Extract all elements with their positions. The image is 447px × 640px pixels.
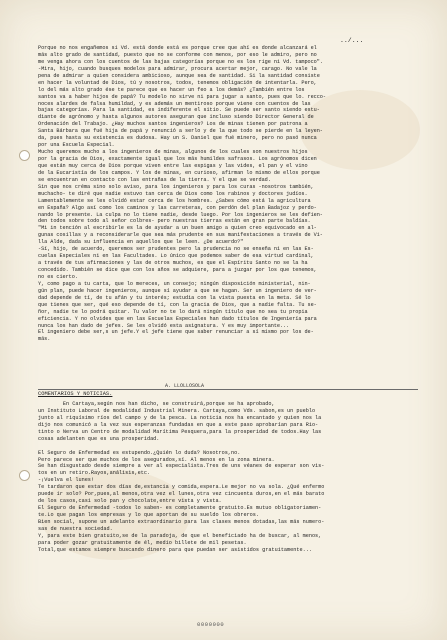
news-line: El Seguro de Enfermedad -todos lo saben- es completamente gratuito.Es mutuo obligatoriamen-: [38, 505, 322, 512]
text-line: por una Escuela Especial.: [38, 142, 115, 149]
news-line: de los casos,casi solo pan y chocolate,entre vista y vista.: [38, 498, 222, 505]
text-line: gún plan, puede hacer ingenieros, aunque sí ayudar a que se hagan. Ser un ingeniero de ver-: [38, 287, 317, 294]
text-line: nunca los han dado de jefes. Se les olvidó esta asignatura. Y es muy importante...: [38, 322, 290, 329]
news-line: te.Lo que pagan los empresas y lo que aportan de su sueldo los obreros.: [38, 512, 260, 518]
news-line: Total,que estamos siempre buscando dinero para que puedan ser asistidos gratuitamente...: [38, 546, 312, 553]
text-line: que tienes que ser, qué eso depende de tí, con la gracia de Dios, que a nadie falta. Tu se-: [38, 301, 317, 308]
text-line: que están muy cerca de Dios porque viven entre las espigas y las vides, el pan y el vino: [38, 162, 308, 169]
news-section: [38, 401, 423, 554]
news-line: tinto o Nerva un Centro de modalidad Marítima Pesquera,para la prosperidad de todos.Hay las: [38, 428, 322, 435]
text-line: en hacer la voluntad de Dios, tú y nosotros, todos, tenemos obligación de intentarla. Pero,: [38, 79, 317, 86]
text-line: más.: [38, 336, 51, 343]
news-line: sas de nuestra sociedad.: [38, 525, 113, 532]
news-line: Pero parece ser que muchos de los asegurados,sí. Al menos en la zona minera.: [38, 456, 275, 463]
punch-hole: [19, 150, 30, 161]
text-line: en España? Algo así como los caminos y las carreteras, con perdón del plan Badajoz y perdo-: [38, 204, 317, 211]
text-line: Sin que nos créma sino solo aviso, para los ingenieros y para los curas -nosotros también,: [38, 183, 314, 190]
text-line: -Sí, hijo, de acuerdo, queremos ser prudentes pero la prudencia no se enseña ni en las Es-: [38, 246, 314, 253]
text-line: noces alardes de falsa humildad, y es además un mentiroso porque viene con cuentos de las: [38, 100, 311, 107]
section-title: COMENTARIOS Y NOTICIAS.: [38, 391, 113, 397]
news-line: Bien social, supone un adelanto extraordinario para las clases menos dotadas,las más numero-: [38, 518, 325, 525]
text-line: santos va a haber hijos de papá? Tu modelo no sirve ni para jugar a santo, pues que lo. recco-: [38, 93, 326, 100]
text-line: El ingeniero debe ser,s un jefe.Y el jefe tiene que saber renunciar a sí mismo por los de-: [38, 329, 314, 336]
text-line: ñor, nadie te lo podrá quitar. Tu valor no te lo dará ningún título que no sea tu propia: [38, 308, 308, 315]
text-line: dad depende de tí, de tu afán y tu interés; estudia con la vista puesta en la meta. Sé lo: [38, 294, 311, 301]
article-body: [38, 45, 423, 343]
news-line: [38, 443, 423, 450]
text-line: da, pues hasta su existencia es dudosa. Hay un S. Daniel que fué minero, pero no pasó nunca: [38, 135, 317, 142]
text-line: Porque no nos engañemos si Vd. está donde está es porque cree que ahí es donde alcanzará el: [38, 45, 317, 51]
text-line: muchacho- te diré que nadie estuvo tan cerca de Dios como los rabinos y doctores judíos.: [38, 190, 308, 197]
text-line: "Mi in tención al escribirle es la de ayudar a un buen amigo a quien creo equivocado en al-: [38, 225, 317, 232]
text-line: a través de tus afirmaciones y las de otros muchos, es que el Espíritu Santo no se la ha: [38, 260, 308, 267]
text-line: pena de admirar a quien considera ambicioso, aunque sea de santidad. Si la santidad consiste: [38, 72, 320, 79]
text-line: Y, como pago a tu carta, que lo mereces, un consejo; ningún disposición ministerial, nin-: [38, 280, 311, 287]
news-line: El Seguro de Enfermedad es estupendo.¿Quién lo duda? Nosotros,no.: [38, 449, 241, 456]
text-line: más alto grado de santidad, puesto que no se conforme con menos, por eso le admiro, pero no: [38, 51, 317, 58]
news-line: dijo nos comunicó a la vez sus esperanzas fundadas en que a este paso aprobarían para Rio-: [38, 421, 319, 428]
text-line: de la Eucaristía de los campos. Y los de minas, en curioso, afirman lo mismo de ellos porque: [38, 169, 320, 176]
news-line: junto al riquísimo ríos del campo y de la pesca. La noticia nos ha encantado y quien nos la: [38, 414, 322, 421]
news-line: En Cartaya,según nos han dicho, se construirá,porque se ha aprobado,: [38, 401, 275, 407]
text-line: gunas cosillas y a reconsiderarle que sea más prudente en sus manifestaciones a través de Vi-: [38, 232, 323, 239]
text-line: diante de agrónomo y hasta algunos autores aseguran que incluso siendo Director General de: [38, 114, 314, 121]
news-line: tos en un retiro.Rayos,análisis,etc.: [38, 470, 151, 477]
news-line: -¡Vuelva el lunes!: [38, 477, 95, 484]
text-line: nando lo presente. La culpa no lo tiene nadie, desde luego. Por los ingenieros se les defien-: [38, 211, 323, 218]
text-line: Mucho queremos mucho a los ingenieros de minas, algunos de los cuales son nuestros hijos: [38, 149, 308, 156]
article-signature: A. LLOLLOSOLA: [165, 383, 205, 389]
text-line: Santa Bárbara que fué hija de papá y renunció a serlo y de la que todo se pierde en la leyen-: [38, 128, 323, 135]
text-line: Lamentablemente se les olvidó estar cerca de los hombres. ¿Sabes cómo está la agricultura: [38, 197, 311, 204]
text-line: se encuentran en contacto con las entrañas de la tierra. Y el que se verdad.: [38, 176, 271, 183]
text-line: eficiencia. Y no olvides que en las Escuelas Especiales han dado títulos de Ingeniería para: [38, 315, 317, 322]
text-line: bajas categorías. Para la santidad, es indiferente el sitio. Se puede ser santo siendo estu-: [38, 107, 320, 114]
news-line: un Instituto Laboral de modalidad Industrial Minera. Cartaya,como Vds. sabon,es un pueblo: [38, 407, 316, 414]
text-line: lo del más alto grado ése te parece que es hacer un feo a los demás? ¿También entre los: [38, 86, 305, 93]
text-line: concedido. También se dice que con los años se adquiere, para a juzgar por los que tenemos,: [38, 267, 317, 273]
text-line: lla Alde, dada su influencia en aquellos que le leen. ¿De acuerdo?": [38, 239, 244, 246]
text-line: den todos sobre todo al señor colbres- pero nuestras tierras están en gran parte baldías.: [38, 218, 311, 225]
text-line: me venga ahora con los cuentos de las bajas categorías porque no es los rige ni Vd. tampoco".: [38, 58, 323, 65]
archive-stamp: 0000000: [197, 621, 225, 628]
text-line: cuelas Especiales ni en las Facultades. Lo único que podemos saber de esa virtud cardinal,: [38, 253, 314, 260]
section-divider: [38, 389, 418, 390]
news-line: puede ir solo? Por,pues,al menos,otra vez el lunes,otra vez cincuenta duros,en el más barato: [38, 491, 325, 498]
text-line: -Mira, hijo, cuando busques modelos para admirar, procura acertar mejor, carago. No vale la: [38, 65, 317, 72]
text-line: no es cierto.: [38, 273, 78, 280]
news-line: Te tardaron que estar dos días de,estancia y comida,espera.Le mejor no va sola. ¿Qué enfermo: [38, 484, 325, 491]
news-line: para poder gozar gratuitamente de él, medio billete de mil pesetas.: [38, 539, 247, 546]
news-line: cosas adelanten que es una prosperidad.: [38, 435, 160, 442]
page-number: ../...: [340, 37, 364, 44]
news-line: Y, para este bien gratuito,se de la paradoja, de que el beneficiado ha de buscar, al menos,: [38, 532, 322, 539]
text-line: por la gracia de Dios, exactamente igual que los más humildes safrasos. Los agrónomos dicen: [38, 156, 317, 162]
punch-hole: [19, 470, 30, 481]
news-line: Se han disgustado desde siempre a ver al especialista.Tres de uns véanes de esperar son vis-: [38, 463, 325, 470]
text-line: Ordenación del Trabajo. ¿Hay muchos santos ingenieros? Los de minas tienen por patrona a: [38, 121, 308, 128]
